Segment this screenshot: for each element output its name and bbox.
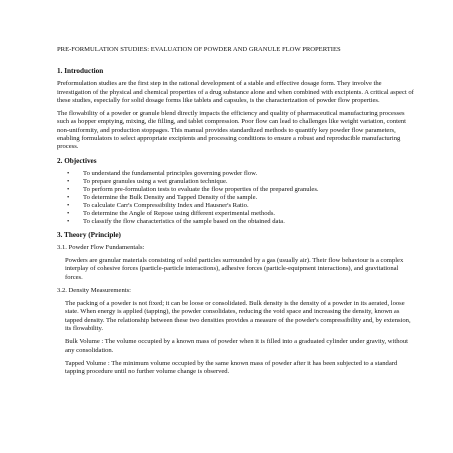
- subsection-heading: 3.2. Density Measurements:: [57, 286, 131, 294]
- theory-paragraph: Powders are granular materials consisting of solid particles surrounded by a gas (usually air). Their flow behaviour is a complex interplay of cohesive forces (particle-particle interactions), adhesive forces (particle-equipment interactions), and gravitational forces.: [65, 256, 404, 281]
- introduction-paragraph: Preformulation studies are the first step in the rational development of a stable and effective dosage form. They involve the investigation of the physical and chemical properties of a drug substance alone and when combined with excipients. A critical aspect of these studies, especially for solid dosage forms like tablets and capsules, is the characterization of powder flow properties.: [57, 80, 414, 104]
- list-item: • To determine the Bulk Density and Tapped Density of the sample.: [57, 194, 415, 202]
- subsection-heading: 3.1. Powder Flow Fundamentals:: [57, 243, 145, 251]
- theory-paragraph: The packing of a powder is not fixed; it can be loose or consolidated. Bulk density is the density of a powder in its aerated, loose state. When energy is applied (tapping), the powder consolidates, reducing the void space and increasing the density, known as tapped density. The relationship between these two densities provides a measure of the powder's compressibility and, by extension, its flowability.: [65, 300, 411, 333]
- theory-section: [57, 231, 415, 377]
- list-item: • To determine the Angle of Repose using different experimental methods.: [57, 210, 415, 218]
- list-item: • To perform pre-formulation tests to evaluate the flow properties of the prepared granules.: [57, 186, 415, 194]
- introduction-heading: 1. Introduction: [57, 67, 104, 76]
- list-item: • To understand the fundamental principles governing powder flow.: [57, 170, 415, 178]
- list-item: • To calculate Carr's Compressibility Index and Hausner's Ratio.: [57, 202, 415, 210]
- list-item: • To prepare granules using a wet granulation technique.: [57, 178, 415, 186]
- objectives-section: [57, 157, 415, 226]
- introduction-paragraph: The flowability of a powder or granule blend directly impacts the efficiency and quality of pharmaceutical manufacturing processes such as hopper emptying, mixing, die filling, and tablet compression. Poor flow can lead to challenges like weight variation, content non-uniformity, and production stoppages. This manual provides standardized methods to quantify key powder flow parameters, enabling formulators to select appropriate excipients and processing conditions to ensure a robust and reproducible manufacturing process.: [57, 110, 407, 151]
- document-title: PRE-FORMULATION STUDIES: EVALUATION OF POWDER AND GRANULE FLOW PROPERTIES: [57, 46, 341, 53]
- objectives-list: [57, 170, 415, 226]
- theory-heading: 3. Theory (Principle): [57, 230, 121, 239]
- tapped-volume-definition: Tapped Volume : The minimum volume occupied by the same known mass of powder after it has been subjected to a standard tapping procedure until no further volume change is observed.: [65, 359, 398, 376]
- bulk-volume-definition: Bulk Volume : The volume occupied by a known mass of powder when it is filled into a graduated cylinder under gravity, without any consolidation.: [65, 338, 408, 354]
- objectives-heading: 2. Objectives: [57, 156, 97, 165]
- introduction-section: [57, 67, 415, 151]
- list-item: • To classify the flow characteristics of the sample based on the obtained data.: [57, 218, 415, 226]
